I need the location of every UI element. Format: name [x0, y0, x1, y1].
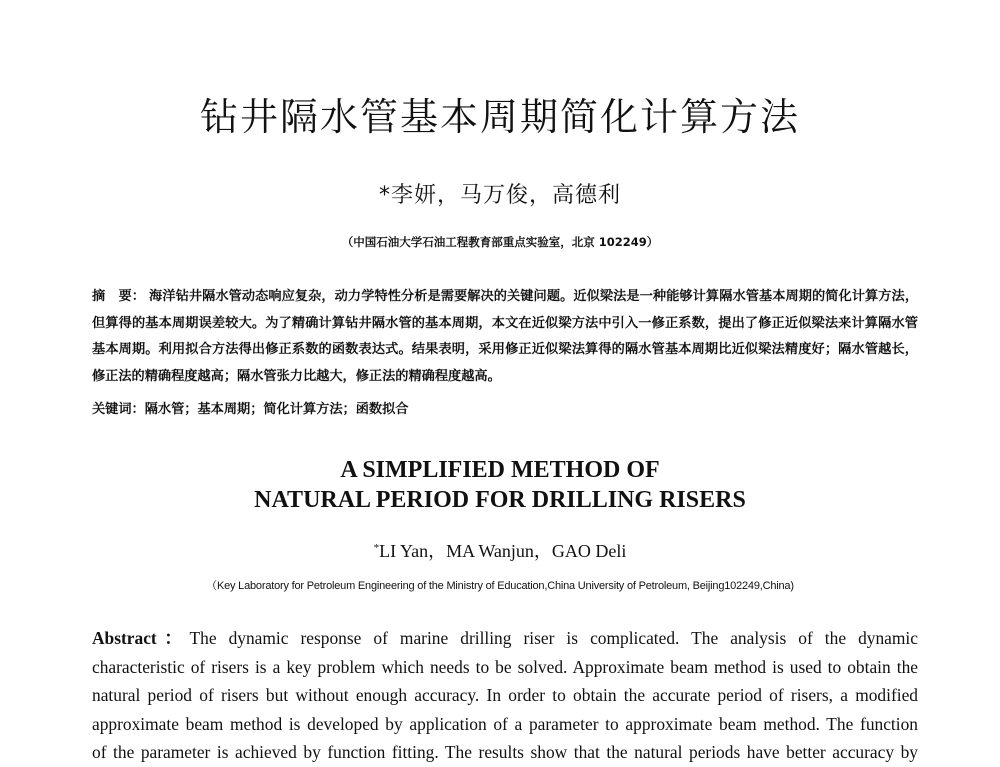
english-abstract-label: [92, 628, 190, 648]
chinese-abstract-text: 海洋钻井隔水管动态响应复杂，动力学特性分析是需要解决的关键问题。近似梁法是一种能够计算隔水管基本周期的简化计算方法，但算得的基本周期误差较大。为了精确计算钻井隔水管的基本周期，本文在近似梁方法中引入一修正系数，提出了修正近似梁法来计算隔水管基本周期。利用拟合方法得出修正系数的函数表达式。结果表明，采用修正近似梁法算得的隔水管基本周期比近似梁法精度好；隔水管越长，修正法的精确程度越高；隔水管张力比越大，修正法的精确程度越高。: [92, 289, 919, 384]
english-abstract: [92, 624, 918, 767]
english-author-mark: *: [373, 542, 380, 554]
chinese-authors: *李妍，马万俊，高德利: [378, 183, 621, 208]
english-title-line-2: NATURAL PERIOD FOR DRILLING RISERS: [254, 487, 746, 513]
english-abstract-label-separator: ：: [156, 628, 190, 648]
english-abstract-line: natural period of risers but without enough accuracy. In order to obtain the accurate period of risers, a modified: [92, 685, 918, 705]
chinese-title: 钻井隔水管基本周期简化计算方法: [199, 95, 800, 139]
chinese-keywords: [92, 397, 918, 424]
english-abstract-line: [92, 624, 918, 653]
english-authors: [0, 537, 1000, 563]
english-abstract-line: characteristic of risers is a key problem which needs to be solved. Approximate beam method is used to obtain the: [92, 656, 918, 677]
english-authors-text: LI Yan，MA Wanjun，GAO Deli: [379, 541, 627, 561]
english-title: [0, 455, 1000, 515]
english-abstract-line-text: The dynamic response of marine drilling riser is complicated. The analysis of the dynamic: [189, 628, 918, 648]
chinese-keywords-label: 关键词：: [92, 402, 145, 417]
english-abstract-line: of the parameter is achieved by function fitting. The results show that the natural periods have better accuracy by: [92, 742, 918, 762]
chinese-abstract-label: 摘 要：: [92, 289, 146, 304]
english-title-line-1: A SIMPLIFIED METHOD OF: [340, 457, 660, 483]
english-affiliation: （Key Laboratory for Petroleum Engineering of the Ministry of Education,China University of Petroleum, Beijing102249,China): [206, 580, 794, 592]
english-abstract-line: approximate beam method is developed by application of a parameter to approximate beam method. The function: [92, 713, 918, 734]
chinese-abstract: [92, 284, 918, 390]
english-abstract-label-text: Abstract: [92, 628, 157, 648]
chinese-keywords-text: 隔水管；基本周期；简化计算方法；函数拟合: [144, 402, 409, 417]
chinese-affiliation: （中国石油大学石油工程教育部重点实验室，北京 102249）: [341, 235, 659, 249]
